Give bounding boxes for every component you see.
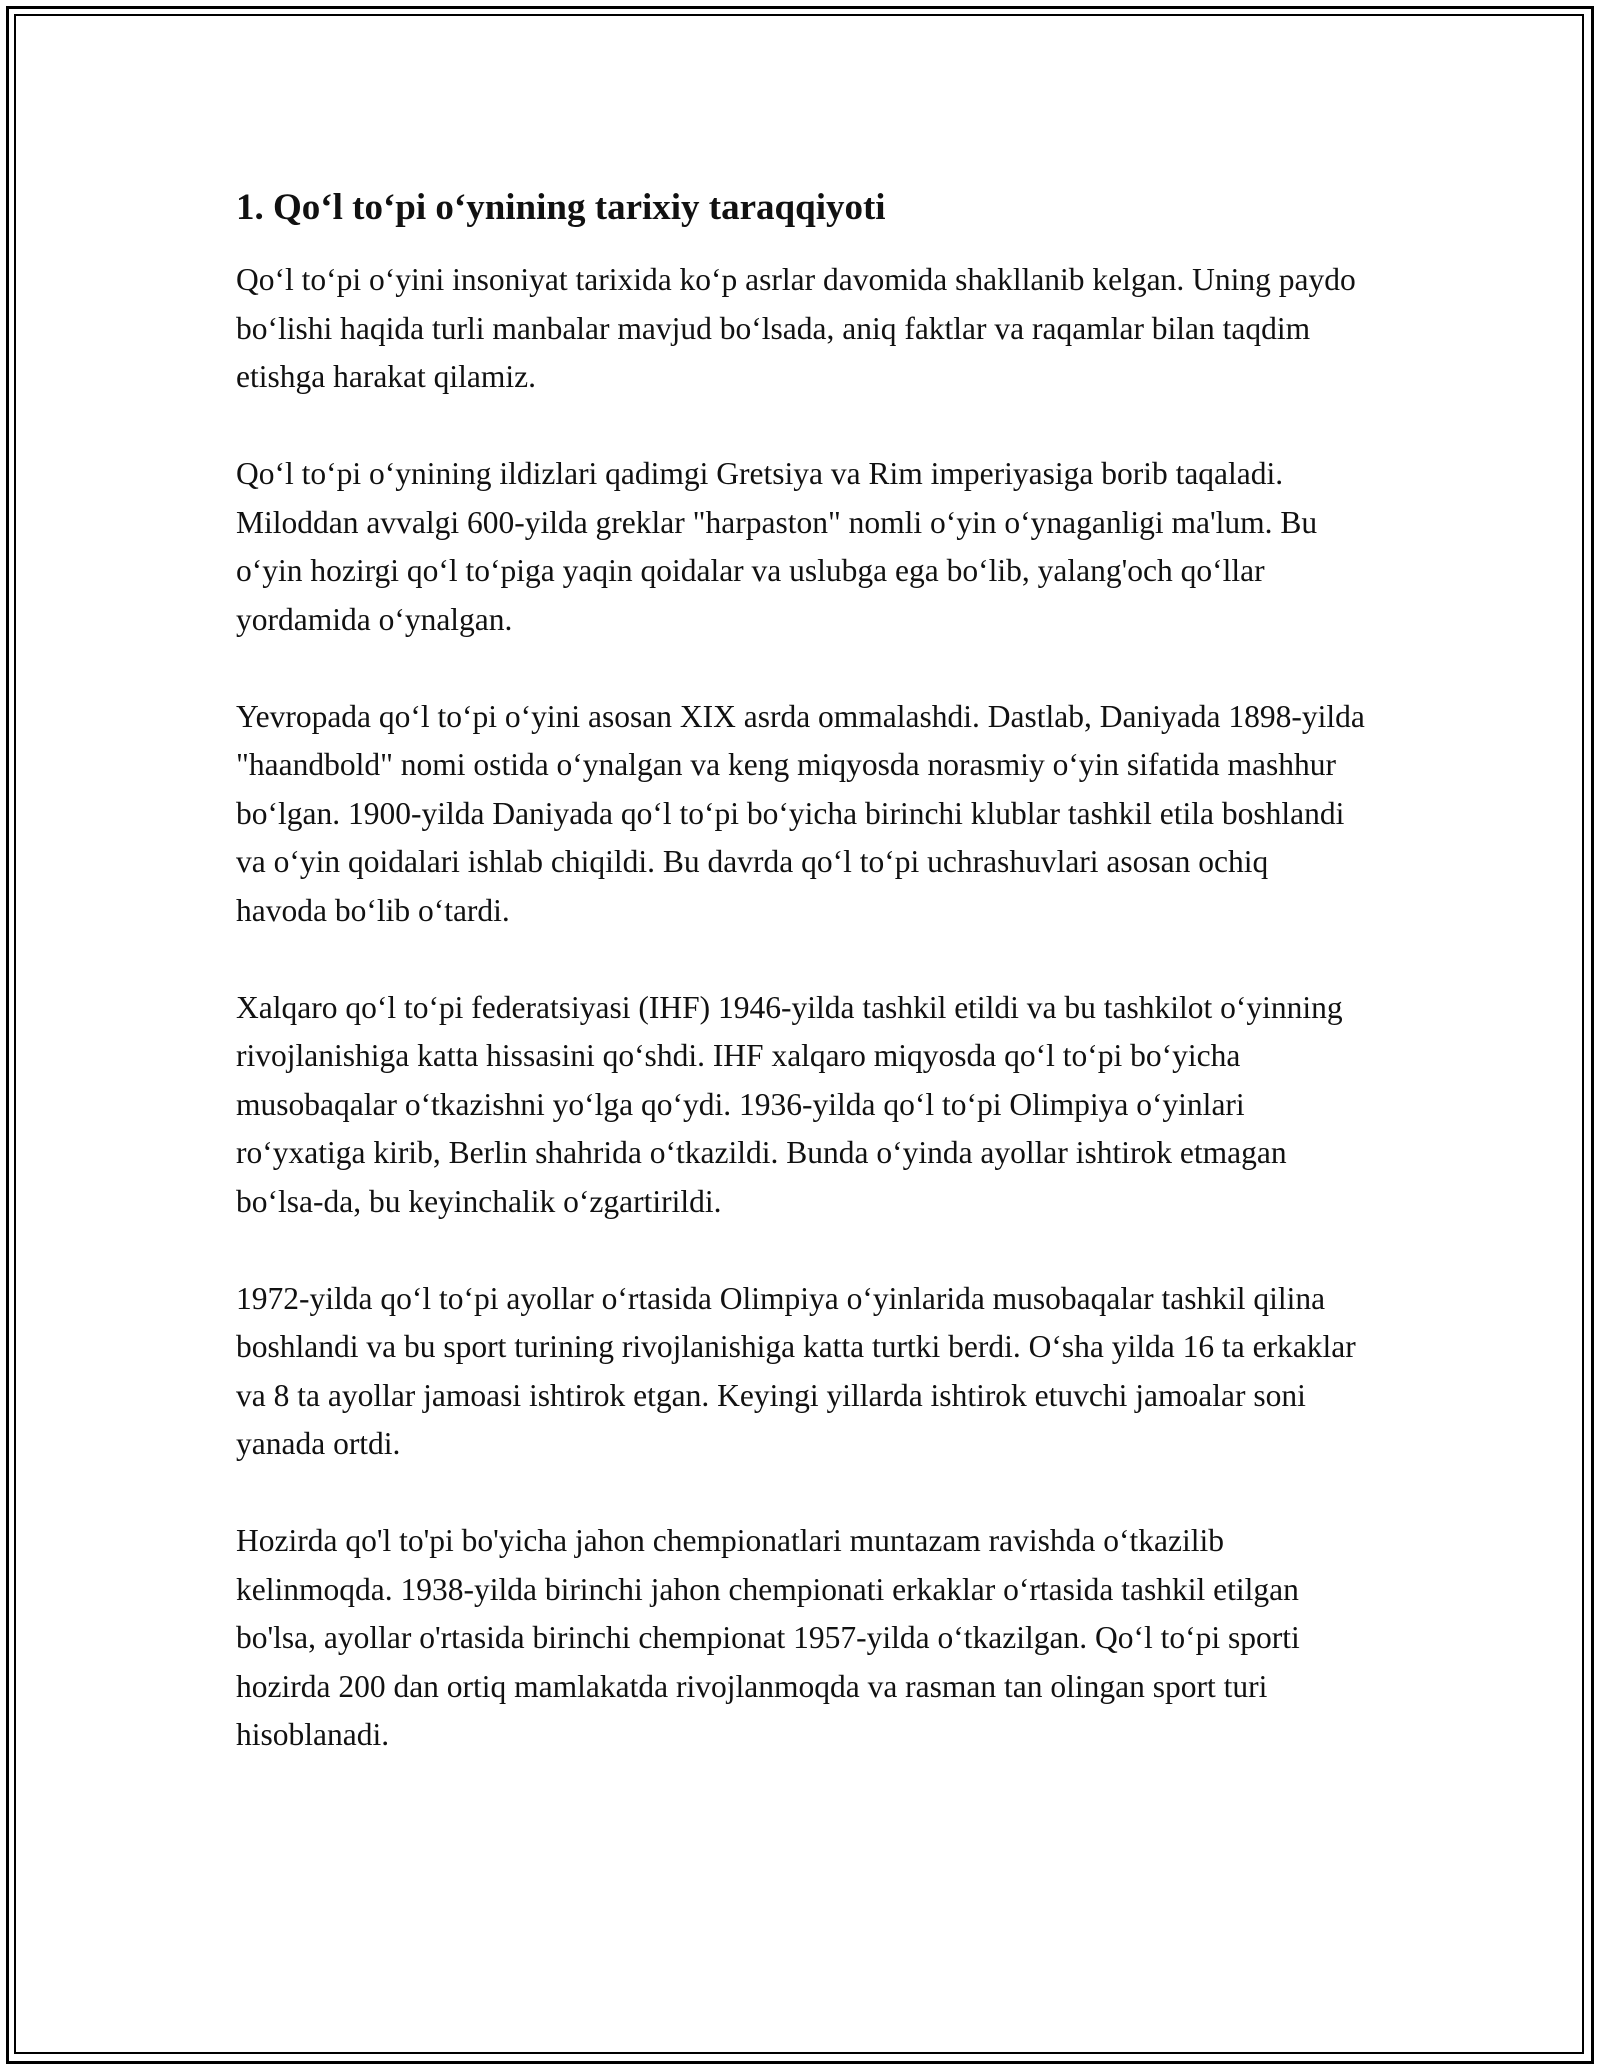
- paragraph-5: 1972-yilda qo‘l to‘pi ayollar o‘rtasida Olimpiya o‘yinlarida musobaqalar tashkil qilina boshlandi va bu sport turining rivojlanishiga katta turtki berdi. O‘sha yilda 16 ta erkaklar va 8 ta ayollar jamoasi ishtirok etgan. Keyingi yillarda ishtirok etuvchi jamoalar soni yanada ortdi.: [236, 1280, 1356, 1461]
- paragraph-2: Qo‘l to‘pi o‘ynining ildizlari qadimgi Gretsiya va Rim imperiyasiga borib taqaladi. Miloddan avvalgi 600-yilda greklar "harpaston" nomli o‘yin o‘ynaganligi ma'lum. Bu o‘yin hozirgi qo‘l to‘piga yaqin qoidalar va uslubga ega bo‘lib, yalang'och qo‘llar yordamida o‘ynalgan.: [236, 456, 1318, 637]
- paragraph-3: Yevropada qo‘l to‘pi o‘yini asosan XIX asrda ommalashdi. Dastlab, Daniyada 1898-yilda "haandbold" nomi ostida o‘ynalgan va keng miqyosda norasmiy o‘yin sifatida mashhur bo‘lgan. 1900-yilda Daniyada qo‘l to‘pi bo‘yicha birinchi klublar tashkil etila boshlandi va o‘yin qoidalari ishlab chiqildi. Bu davrda qo‘l to‘pi uchrashuvlari asosan ochiq havoda bo‘lib o‘tardi.: [236, 698, 1365, 928]
- document-body: [236, 184, 1366, 1760]
- paragraph-6: Hozirda qo'l to'pi bo'yicha jahon chempionatlari muntazam ravishda o‘tkazilib kelinmoqda. 1938-yilda birinchi jahon chempionati erkaklar o‘rtasida tashkil etilgan bo'lsa, ayollar o'rtasida birinchi chempionat 1957-yilda o‘tkazilgan. Qo‘l to‘pi sporti hozirda 200 dan ortiq mamlakatda rivojlanmoqda va rasman tan olingan sport turi hisoblanadi.: [236, 1523, 1300, 1752]
- paragraph-1: Qo‘l to‘pi o‘yini insoniyat tarixida ko‘p asrlar davomida shakllanib kelgan. Uning paydo bo‘lishi haqida turli manbalar mavjud bo‘lsada, aniq faktlar va raqamlar bilan taqdim etishga harakat qilamiz.: [236, 262, 1356, 394]
- section-heading: 1. Qo‘l to‘pi o‘ynining tarixiy taraqqiyoti: [236, 187, 886, 228]
- paragraph-4: Xalqaro qo‘l to‘pi federatsiyasi (IHF) 1946-yilda tashkil etildi va bu tashkilot o‘yinning rivojlanishiga katta hissasini qo‘shdi. IHF xalqaro miqyosda qo‘l to‘pi bo‘yicha musobaqalar o‘tkazishni yo‘lga qo‘ydi. 1936-yilda qo‘l to‘pi Olimpiya o‘yinlari ro‘yxatiga kirib, Berlin shahrida o‘tkazildi. Bunda o‘yinda ayollar ishtirok etmagan bo‘lsa-da, bu keyinchalik o‘zgartirildi.: [236, 989, 1343, 1219]
